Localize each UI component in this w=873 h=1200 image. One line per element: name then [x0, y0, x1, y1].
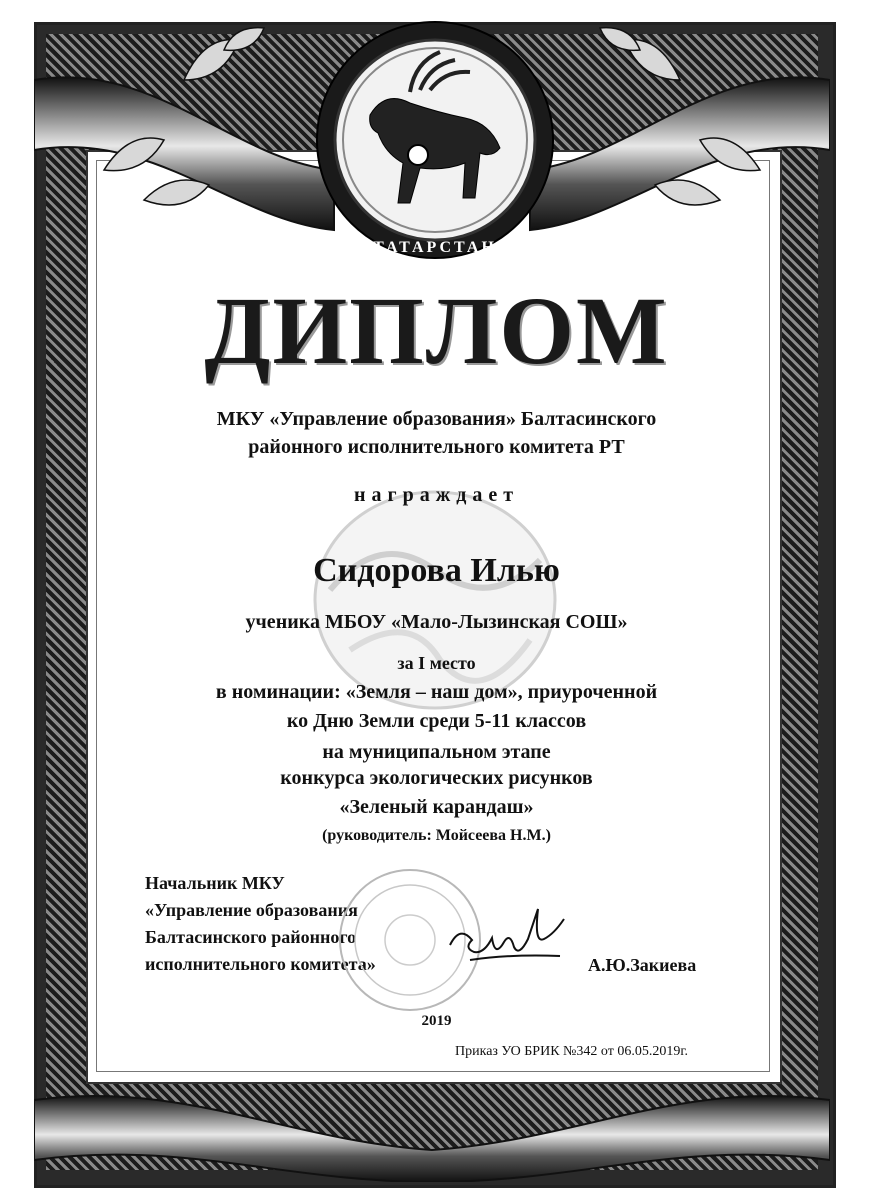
org-line-2: районного исполнительного комитета РТ	[248, 436, 625, 458]
awards-verb: награждает	[353, 484, 520, 506]
position-line-1: Начальник МКУ	[145, 873, 285, 893]
leader-line: (руководитель: Мойсеева Н.М.)	[322, 827, 551, 844]
nomination-line-2: ко Дню Земли среди 5-11 классов	[286, 710, 587, 732]
position-line-3: Балтасинского районного	[145, 927, 357, 947]
order-reference: Приказ УО БРИК №342 от 06.05.2019г.	[455, 1044, 688, 1059]
handwritten-signature	[440, 905, 580, 975]
nomination-line-5: «Зеленый карандаш»	[339, 796, 534, 818]
recipient-school: ученика МБОУ «Мало-Лызинская СОШ»	[245, 611, 628, 633]
diploma-title: ДИПЛОМ	[204, 277, 669, 384]
signer-name: А.Ю.Закиева	[588, 955, 697, 975]
award-place: за I место	[397, 653, 476, 673]
recipient-name: Сидорова Илью	[313, 552, 560, 589]
position-line-4: исполнительного комитета»	[145, 954, 376, 974]
emblem-caption: ТАТАРСТАН	[373, 239, 497, 256]
org-line-1: МКУ «Управление образования» Балтасинского	[216, 408, 657, 430]
nomination-line-4: конкурса экологических рисунков	[280, 767, 593, 789]
nomination-line-3: на муниципальном этапе	[322, 741, 551, 763]
position-line-2: «Управление образования	[145, 900, 358, 920]
tatarstan-emblem	[300, 20, 570, 275]
bottom-ribbon-decoration	[34, 1070, 830, 1182]
nomination-line-1: в номинации: «Земля – наш дом», приуроченной	[215, 681, 658, 703]
issue-year: 2019	[421, 1013, 452, 1029]
